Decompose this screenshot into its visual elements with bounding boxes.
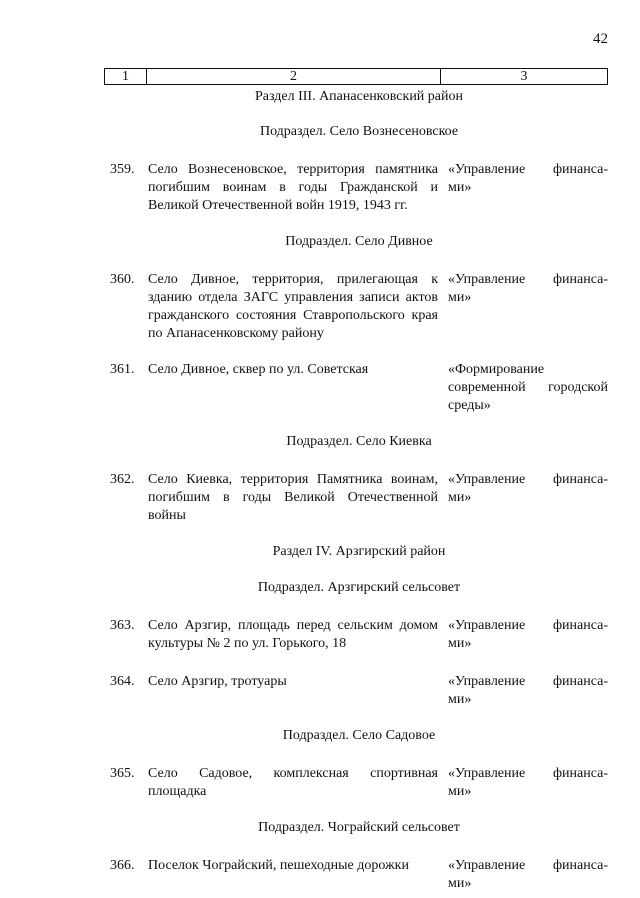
program-word-1: «Управление bbox=[448, 674, 526, 689]
program-word-3: ми» bbox=[448, 876, 472, 891]
program-word-2: финанса- bbox=[552, 272, 608, 287]
entry-number: 365. bbox=[110, 766, 135, 781]
program-word-2: финанса- bbox=[552, 472, 608, 487]
program-word-1: «Управление bbox=[448, 766, 526, 781]
program-word-3: ми» bbox=[448, 180, 472, 195]
entry-program: «Формирование современной городской среды» bbox=[448, 362, 608, 413]
program-word-1: «Управление bbox=[448, 162, 526, 177]
program-word-1: «Управление bbox=[448, 472, 526, 487]
entry-description: Село Садовое, комплексная спортивная площадка bbox=[148, 766, 438, 799]
entry-program bbox=[448, 471, 608, 507]
entry-number: 359. bbox=[110, 162, 135, 177]
list-item bbox=[110, 361, 608, 415]
entry-description: Поселок Чограйский, пешеходные дорожки bbox=[148, 858, 409, 873]
entry-number: 361. bbox=[110, 362, 135, 377]
entry-program bbox=[448, 617, 608, 653]
entry-description: Село Дивное, территория, прилегающая к зданию отдела ЗАГС управления записи актов гражданского состояния Ставропольского края по Апанасенковскому району bbox=[148, 272, 438, 341]
program-word-2: финанса- bbox=[552, 766, 608, 781]
program-word-2: финанса- bbox=[552, 858, 608, 873]
entry-program bbox=[448, 161, 608, 197]
table-header bbox=[104, 68, 608, 85]
program-word-3: ми» bbox=[448, 692, 472, 707]
program-word-2: финанса- bbox=[552, 674, 608, 689]
entry-number: 366. bbox=[110, 858, 135, 873]
program-word-1: «Управление bbox=[448, 858, 526, 873]
header-col-1: 1 bbox=[105, 69, 147, 84]
subsection-heading: Подраздел. Село Дивное bbox=[285, 234, 433, 249]
document-body bbox=[110, 88, 608, 893]
entry-description: Село Дивное, сквер по ул. Советская bbox=[148, 362, 369, 377]
section-heading: Раздел IV. Арзгирский район bbox=[272, 544, 446, 559]
program-word-1: «Управление bbox=[448, 618, 526, 633]
entry-description: Село Вознесеновское, территория памятника погибшим воинам в годы Гражданской и Великой Отечественной войн 1919, 1943 гг. bbox=[148, 162, 438, 213]
list-item bbox=[110, 271, 608, 343]
list-item bbox=[110, 617, 608, 653]
subsection-heading: Подраздел. Село Садовое bbox=[282, 728, 436, 743]
entry-number: 362. bbox=[110, 472, 135, 487]
program-word-1: «Управление bbox=[448, 272, 526, 287]
program-word-3: ми» bbox=[448, 784, 472, 799]
entry-description: Село Арзгир, тротуары bbox=[148, 674, 287, 689]
page-number: 42 bbox=[593, 31, 608, 47]
entry-program bbox=[448, 271, 608, 307]
entry-description: Село Киевка, территория Памятника воинам, погибшим в годы Великой Отечественной войны bbox=[148, 472, 438, 523]
program-word-3: ми» bbox=[448, 490, 472, 505]
entry-program bbox=[448, 673, 608, 709]
header-col-2: 2 bbox=[147, 69, 441, 84]
program-word-3: ми» bbox=[448, 636, 472, 651]
list-item bbox=[110, 673, 608, 709]
program-word-3: ми» bbox=[448, 290, 472, 305]
list-item bbox=[110, 765, 608, 801]
subsection-heading: Подраздел. Село Киевка bbox=[286, 434, 432, 449]
list-item bbox=[110, 857, 608, 893]
list-item bbox=[110, 471, 608, 525]
entry-description: Село Арзгир, площадь перед сельским домом культуры № 2 по ул. Горького, 18 bbox=[148, 618, 438, 651]
subsection-heading: Подраздел. Чограйский сельсовет bbox=[258, 820, 460, 835]
entry-program bbox=[448, 765, 608, 801]
program-word-2: финанса- bbox=[552, 618, 608, 633]
subsection-heading: Подраздел. Село Вознесеновское bbox=[259, 124, 459, 139]
entry-number: 363. bbox=[110, 618, 135, 633]
header-col-3: 3 bbox=[520, 69, 528, 84]
program-word-2: финанса- bbox=[552, 162, 608, 177]
entry-number: 364. bbox=[110, 674, 135, 689]
subsection-heading: Подраздел. Арзгирский сельсовет bbox=[257, 580, 461, 595]
entry-program bbox=[448, 857, 608, 893]
list-item bbox=[110, 161, 608, 215]
section-heading: Раздел III. Апанасенковский район bbox=[254, 89, 464, 104]
entry-number: 360. bbox=[110, 272, 135, 287]
